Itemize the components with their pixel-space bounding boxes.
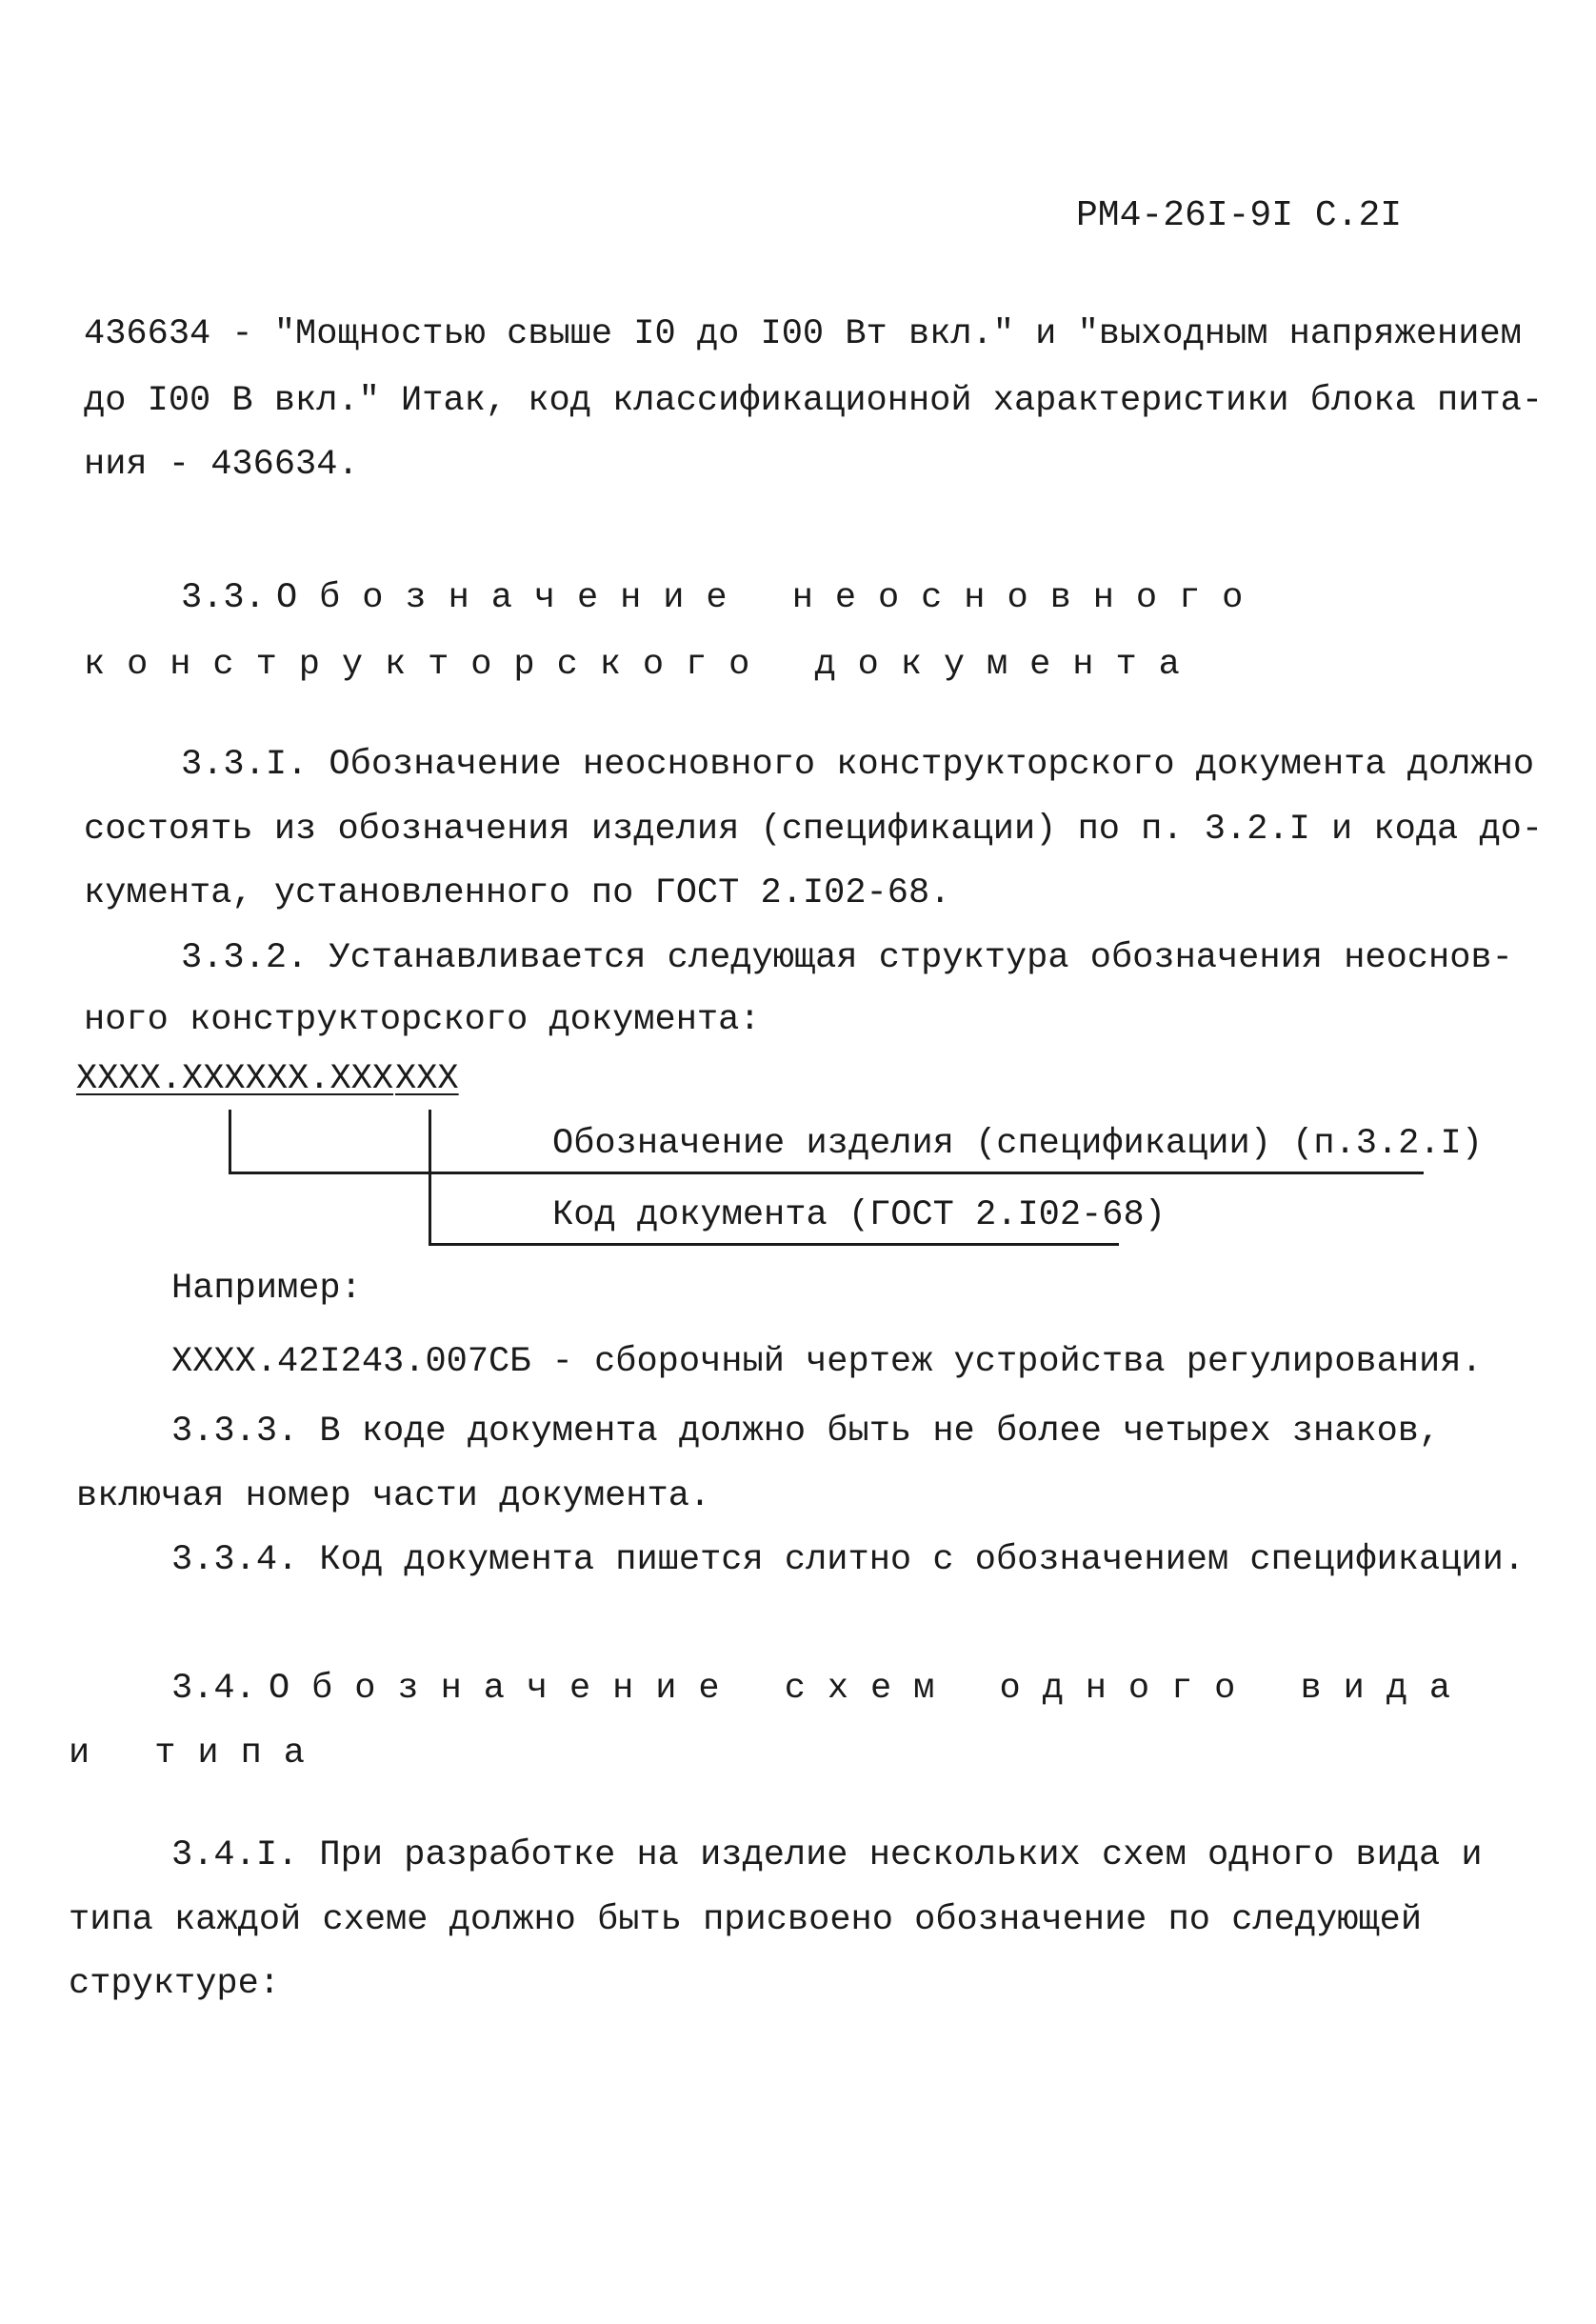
paragraph-line: 3.4.I. При разработке на изделие нескольких схем одного вида и [171,1835,1483,1875]
diagram-leader-line [229,1172,1424,1174]
diagram-connector-line [229,1110,231,1173]
paragraph-line: 436634 - "Мощностью свыше I0 до I00 Вт вкл." и "выходным напряжением [84,314,1522,354]
paragraph-line: 3.3.2. Устанавливается следующая структура обозначения неоснов- [181,938,1513,978]
paragraph-line: 3.3.3. В коде документа должно быть не более четырех знаков, [171,1412,1441,1452]
section-number: 3.4. [171,1669,256,1709]
diagram-connector-line [429,1110,431,1246]
section-title: Обозначение неосновного [276,578,1266,618]
paragraph-line: включая номер части документа. [76,1476,711,1516]
diagram-leader-line [429,1243,1119,1246]
paragraph-line: типа каждой схеме должно быть присвоено обозначение по следующей [69,1900,1423,1940]
paragraph-line: до I00 В вкл." Итак, код классификационной характеристики блока пита- [84,381,1544,421]
paragraph-line: ного конструкторского документа: [84,1000,761,1040]
designation-code-main: XXXX.XXXXXX.XXX [76,1059,394,1099]
paragraph-line: структуре: [69,1964,281,2004]
paragraph-line: 3.3.I. Обозначение неосновного конструкторского документа должно [181,745,1535,785]
designation-code-suffix: XXX [395,1059,459,1099]
section-title: конструкторского документа [84,645,1202,685]
paragraph-line: ния - 436634. [84,445,359,485]
diagram-label-doc-code: Код документа (ГОСТ 2.I02-68) [552,1195,1166,1235]
example-label: Например: [171,1269,362,1309]
section-number: 3.3. [181,578,266,618]
diagram-label-product: Обозначение изделия (спецификации) (п.3.2.I) [552,1124,1483,1164]
paragraph-line: кумента, установленного по ГОСТ 2.I02-68. [84,873,951,913]
section-title: и типа [69,1733,327,1773]
paragraph-line: 3.3.4. Код документа пишется слитно с обозначением спецификации. [171,1540,1526,1580]
example-text: XXXX.42I243.007СБ - сборочный чертеж устройства регулирования. [171,1342,1483,1382]
paragraph-line: состоять из обозначения изделия (спецификации) по п. 3.2.I и кода до- [84,810,1544,850]
section-title: Обозначение схем одного вида [269,1669,1473,1709]
document-code-header: РМ4-26I-9I С.2I [1076,195,1403,236]
